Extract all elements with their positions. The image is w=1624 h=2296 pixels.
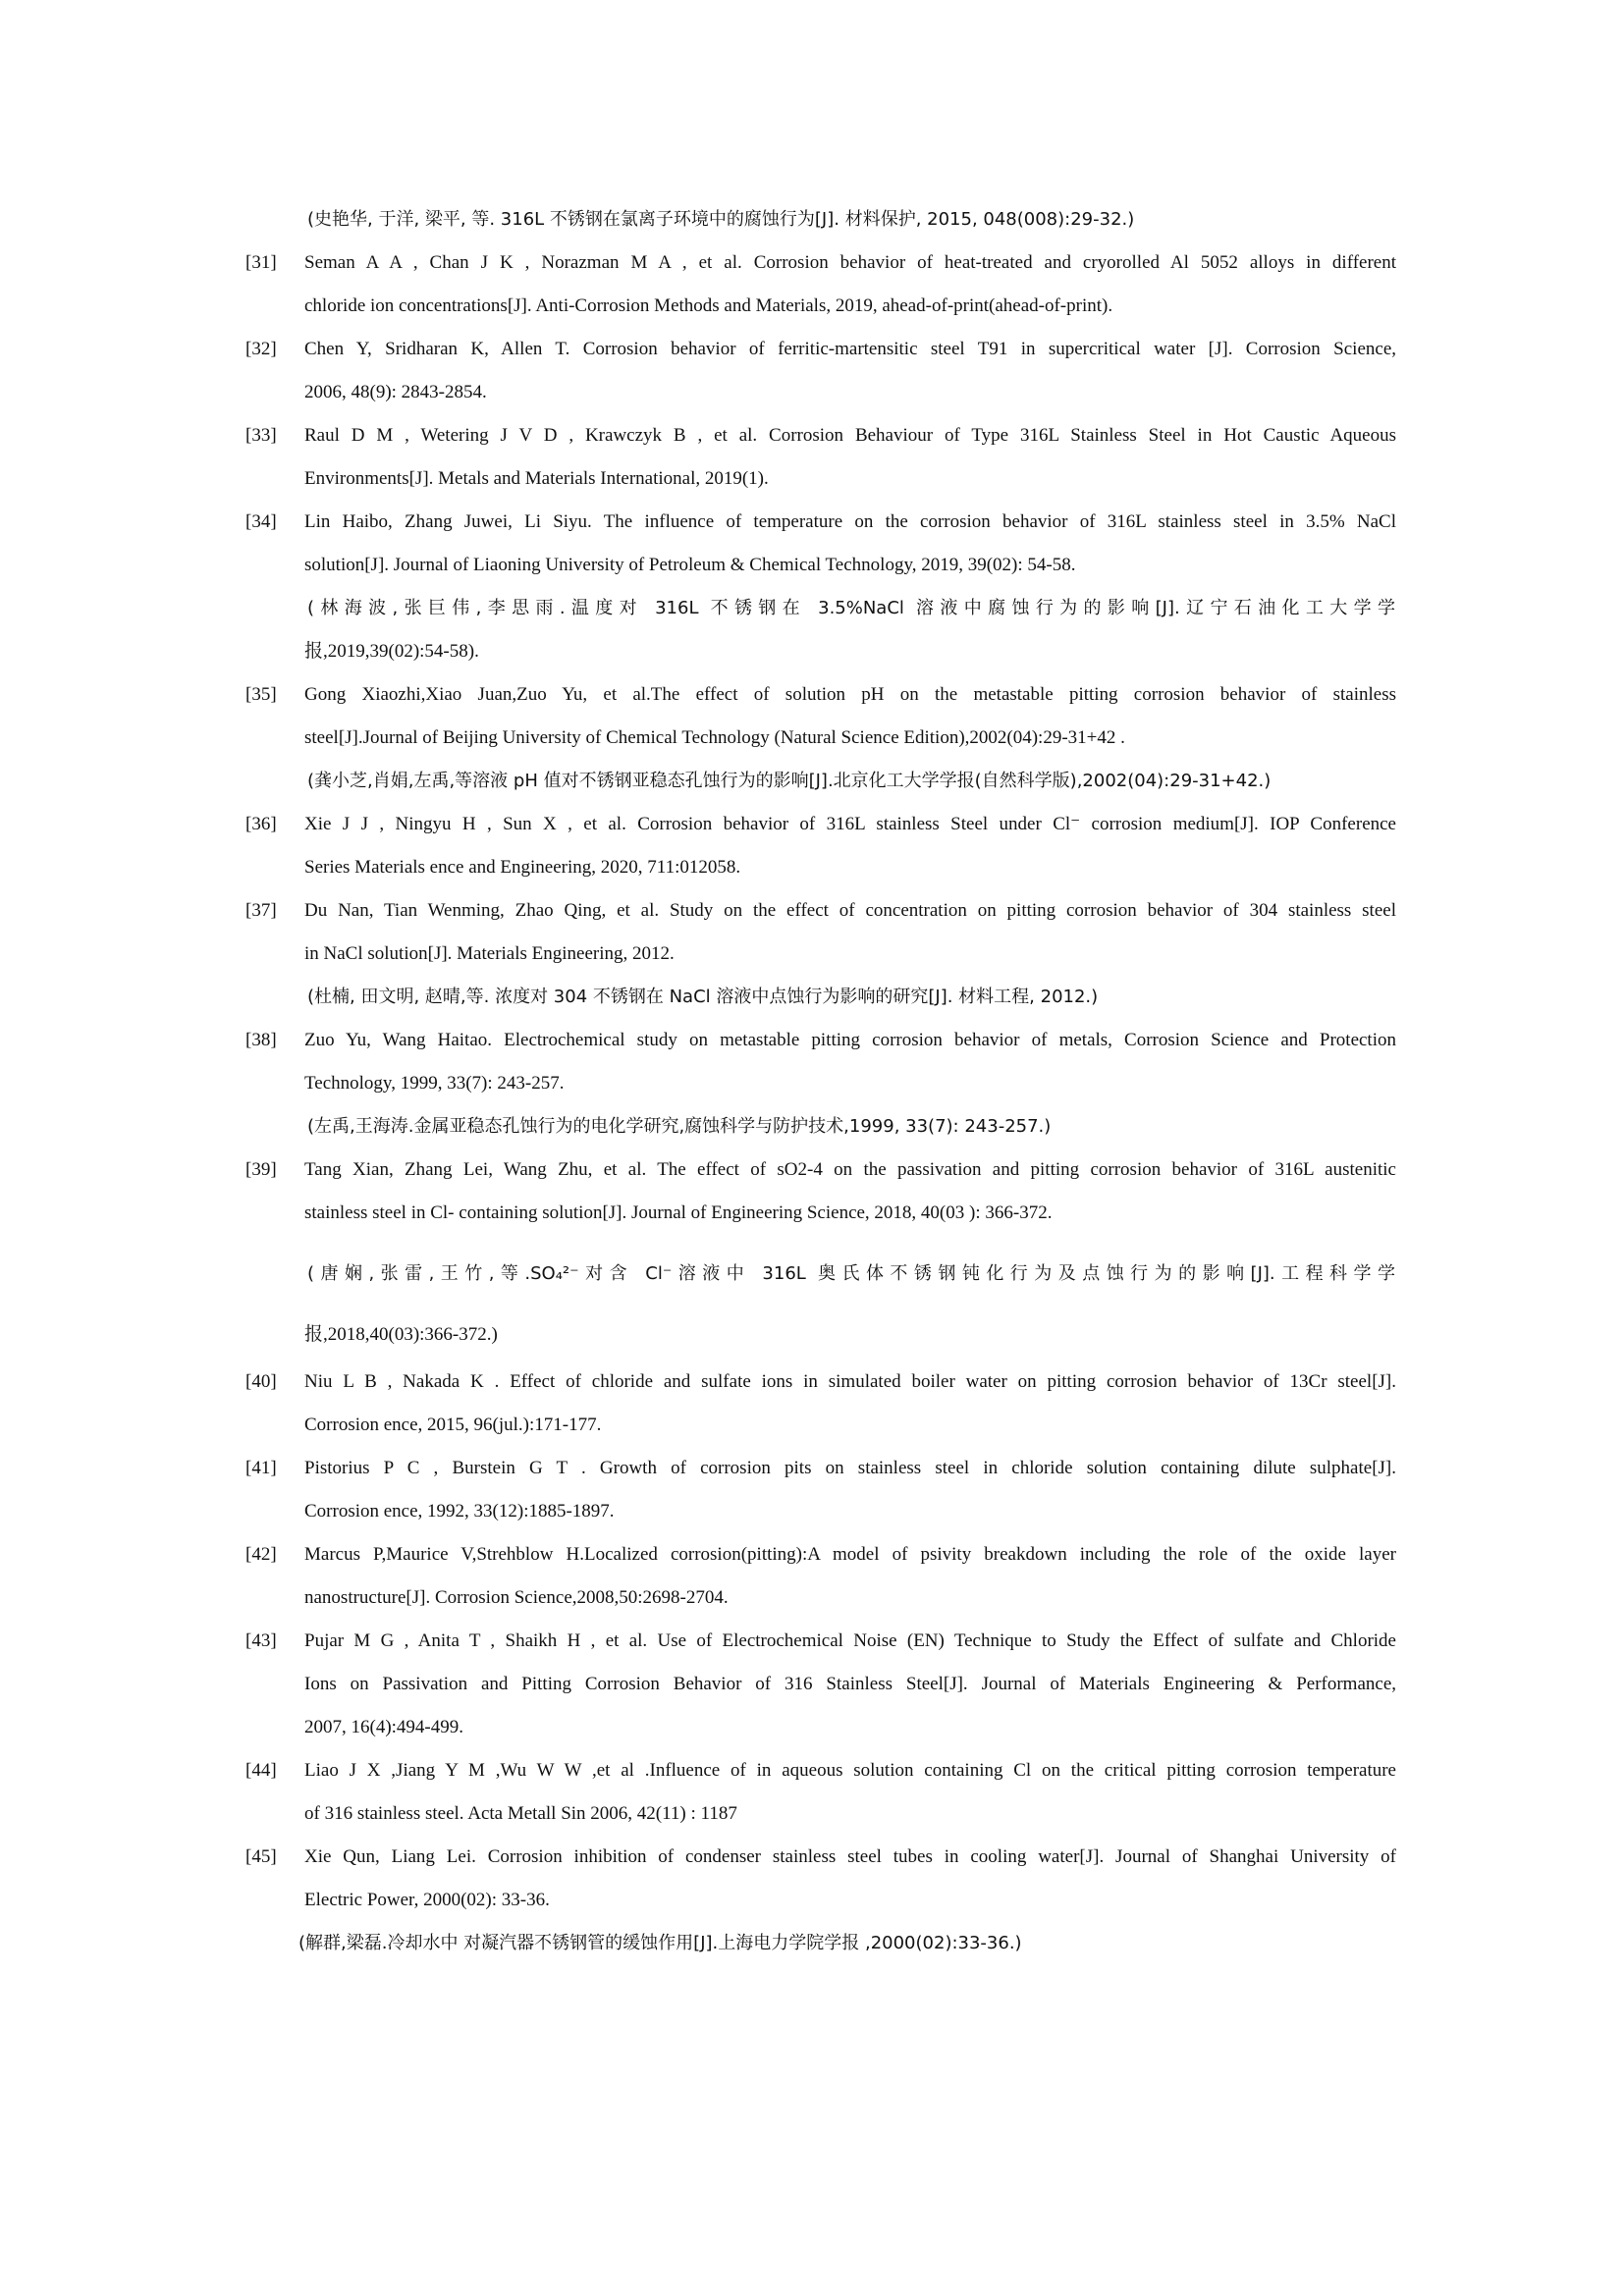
reference-text-line: Niu L B , Nakada K . Effect of chloride and sulfate ions in simulated boiler water on pitting corrosion behavior of 13Cr steel[J]. xyxy=(304,1371,1396,1392)
reference-text-line: Environments[J]. Metals and Materials International, 2019(1). xyxy=(304,468,769,489)
reference-number: [39] xyxy=(245,1159,277,1180)
reference-translation: 报,2018,40(03):366-372.) xyxy=(304,1324,498,1345)
reference-text-line: of 316 stainless steel. Acta Metall Sin 2006, 42(11) : 1187 xyxy=(304,1803,737,1824)
reference-number: [38] xyxy=(245,1030,277,1050)
reference-translation: (左禹,王海涛.金属亚稳态孔蚀行为的电化学研究,腐蚀科学与防护技术,1999, 33(7): 243-257.) xyxy=(307,1116,1052,1137)
reference-number: [32] xyxy=(245,339,277,359)
reference-text-line: Lin Haibo, Zhang Juwei, Li Siyu. The influence of temperature on the corrosion behavior of 316L stainless steel in 3.5% NaCl xyxy=(304,511,1396,532)
reference-text-line: Tang Xian, Zhang Lei, Wang Zhu, et al. The effect of sO2-4 on the passivation and pitting corrosion behavior of 316L austenitic xyxy=(304,1159,1396,1180)
reference-text-line: Ions on Passivation and Pitting Corrosion Behavior of 316 Stainless Steel[J]. Journal of Materials Engineering & Performance, xyxy=(304,1674,1396,1694)
reference-text-line: Marcus P,Maurice V,Strehblow H.Localized corrosion(pitting):A model of psivity breakdown including the role of the oxide layer xyxy=(304,1544,1396,1565)
reference-translation: (唐娴,张雷,王竹,等.SO₄²⁻对含 Cl⁻溶液中 316L 奥氏体不锈钢钝化行为及点蚀行为的影响[J].工程科学学 xyxy=(307,1263,1395,1284)
reference-text-line: Corrosion ence, 2015, 96(jul.):171-177. xyxy=(304,1415,602,1435)
reference-text-line: Gong Xiaozhi,Xiao Juan,Zuo Yu, et al.The effect of solution pH on the metastable pitting corrosion behavior of stainless xyxy=(304,684,1396,705)
reference-text-line: Liao J X ,Jiang Y M ,Wu W W ,et al .Influence of in aqueous solution containing Cl on the critical pitting corrosion temperature xyxy=(304,1760,1396,1781)
reference-number: [43] xyxy=(245,1630,277,1651)
reference-number: [40] xyxy=(245,1371,277,1392)
reference-text-line: Chen Y, Sridharan K, Allen T. Corrosion behavior of ferritic-martensitic steel T91 in supercritical water [J]. Corrosion Science, xyxy=(304,339,1396,359)
reference-translation: (林海波,张巨伟,李思雨.温度对 316L 不锈钢在 3.5%NaCl 溶液中腐蚀行为的影响[J].辽宁石油化工大学学 xyxy=(307,598,1395,618)
reference-text-line: Electric Power, 2000(02): 33-36. xyxy=(304,1890,550,1910)
reference-text-line: Series Materials ence and Engineering, 2020, 711:012058. xyxy=(304,857,741,878)
reference-text-line: Xie Qun, Liang Lei. Corrosion inhibition of condenser stainless steel tubes in cooling water[J]. Journal of Shanghai University of xyxy=(304,1846,1396,1867)
reference-text-line: solution[J]. Journal of Liaoning University of Petroleum & Chemical Technology, 2019, 39(02): 54-58. xyxy=(304,555,1076,575)
reference-number: [42] xyxy=(245,1544,277,1565)
reference-text-line: 2006, 48(9): 2843-2854. xyxy=(304,382,487,402)
reference-text-line: Pistorius P C , Burstein G T . Growth of corrosion pits on stainless steel in chloride solution containing dilute sulphate[J]. xyxy=(304,1458,1396,1478)
reference-text-line: Corrosion ence, 1992, 33(12):1885-1897. xyxy=(304,1501,615,1522)
reference-number: [31] xyxy=(245,252,277,273)
reference-text-line: Raul D M , Wetering J V D , Krawczyk B , et al. Corrosion Behaviour of Type 316L Stainless Steel in Hot Caustic Aqueous xyxy=(304,425,1396,446)
reference-text-line: 2007, 16(4):494-499. xyxy=(304,1717,464,1737)
reference-translation: (杜楠, 田文明, 赵晴,等. 浓度对 304 不锈钢在 NaCl 溶液中点蚀行为影响的研究[J]. 材料工程, 2012.) xyxy=(307,987,1099,1007)
reference-number: [35] xyxy=(245,684,277,705)
reference-text-line: nanostructure[J]. Corrosion Science,2008,50:2698-2704. xyxy=(304,1587,729,1608)
reference-translation: (龚小芝,肖娟,左禹,等溶液 pH 值对不锈钢亚稳态孔蚀行为的影响[J].北京化工大学学报(自然科学版),2002(04):29-31+42.) xyxy=(307,771,1272,791)
reference-text-line: Xie J J , Ningyu H , Sun X , et al. Corrosion behavior of 316L stainless Steel under Cl⁻ corrosion medium[J]. IOP Conference xyxy=(304,814,1396,834)
reference-text-line: Pujar M G , Anita T , Shaikh H , et al. Use of Electrochemical Noise (EN) Technique to Study the Effect of sulfate and Chloride xyxy=(304,1630,1396,1651)
reference-number: [34] xyxy=(245,511,277,532)
reference-translation: (史艳华, 于洋, 梁平, 等. 316L 不锈钢在氯离子环境中的腐蚀行为[J]. 材料保护, 2015, 048(008):29-32.) xyxy=(307,209,1135,230)
reference-number: [45] xyxy=(245,1846,277,1867)
reference-translation: 报,2019,39(02):54-58). xyxy=(304,641,479,662)
reference-number: [33] xyxy=(245,425,277,446)
reference-text-line: Zuo Yu, Wang Haitao. Electrochemical study on metastable pitting corrosion behavior of metals, Corrosion Science and Protection xyxy=(304,1030,1396,1050)
reference-text-line: steel[J].Journal of Beijing University of Chemical Technology (Natural Science Edition),2002(04):29-31+42 . xyxy=(304,727,1125,748)
reference-translation: (解群,梁磊.冷却水中 对凝汽器不锈钢管的缓蚀作用[J].上海电力学院学报 ,2000(02):33-36.) xyxy=(298,1933,1022,1953)
reference-text-line: in NaCl solution[J]. Materials Engineering, 2012. xyxy=(304,943,675,964)
reference-text-line: Seman A A , Chan J K , Norazman M A , et al. Corrosion behavior of heat-treated and cryorolled Al 5052 alloys in different xyxy=(304,252,1396,273)
reference-number: [41] xyxy=(245,1458,277,1478)
reference-number: [36] xyxy=(245,814,277,834)
reference-text-line: chloride ion concentrations[J]. Anti-Corrosion Methods and Materials, 2019, ahead-of-print(ahead-of-print). xyxy=(304,295,1113,316)
reference-text-line: Technology, 1999, 33(7): 243-257. xyxy=(304,1073,565,1094)
reference-text-line: Du Nan, Tian Wenming, Zhao Qing, et al. Study on the effect of concentration on pitting corrosion behavior of 304 stainless steel xyxy=(304,900,1396,921)
reference-text-line: stainless steel in Cl- containing solution[J]. Journal of Engineering Science, 2018, 40(03 ): 366-372. xyxy=(304,1202,1053,1223)
reference-number: [44] xyxy=(245,1760,277,1781)
reference-number: [37] xyxy=(245,900,277,921)
